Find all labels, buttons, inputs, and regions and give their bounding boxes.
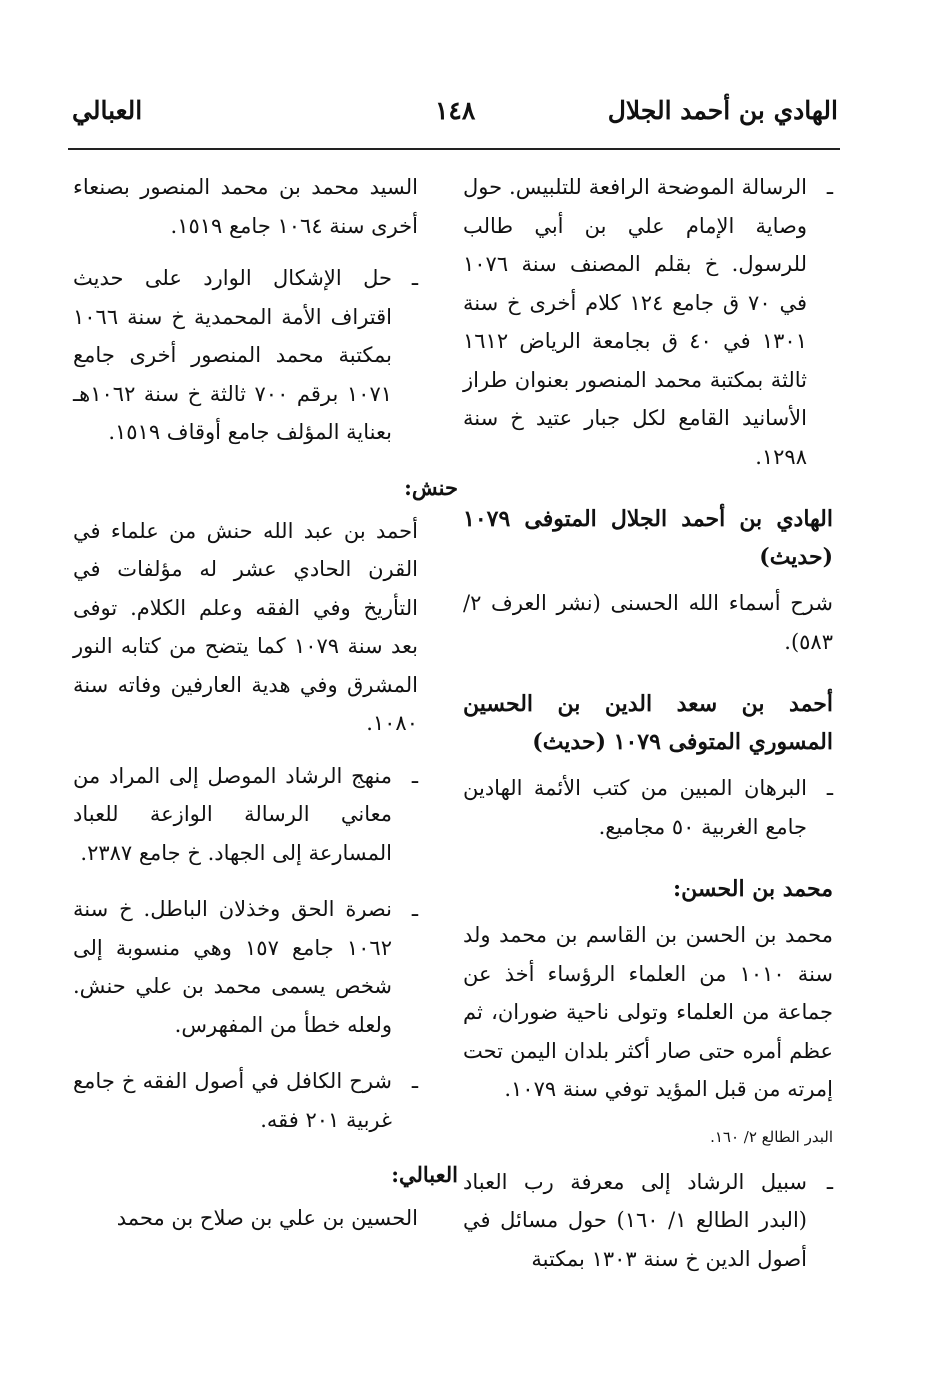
para-hanash-bio: أحمد بن عبد الله حنش من علماء في القرن الحادي عشر له مؤلفات في التأريخ وفي الفقه وعلم الكلام. توفى بعد سنة ١٠٧٩ كما يتضح من كتابه النور المشرق وفي هدية العارفين وفاته سنة ١٠٨٠. — [73, 518, 418, 735]
entry-hall-ishkal: ـ حل الإشكال الوارد على حديث اقتراف الأمة المحمدية خ سنة ١٠٦٦ بمكتبة محمد المنصور أخرى جامع ١٠٧١ برقم ٧٠٠ ثالثة خ سنة ١٠٦٢هـ بعناية المؤلف جامع أوقاف ١٥١٩. — [73, 259, 418, 452]
running-head-left: العبالي — [72, 96, 143, 125]
para-sayyid: السيد محمد بن محمد المنصور بصنعاء أخرى سنة ١٠٦٤ جامع ١٥١٩. — [73, 175, 418, 238]
running-head-right: الهادي بن أحمد الجلال — [607, 96, 838, 125]
source-note: البدر الطالع ٢/ ١٦٠. — [710, 1127, 833, 1146]
entry-manhaj: ـ منهج الرشاد الموصل إلى المراد من معاني الرسالة الوازعة للعباد المسارعة إلى الجهاد. خ جامع ٢٣٨٧. — [73, 757, 418, 873]
header-rule — [68, 148, 840, 150]
page-number: ١٤٨ — [435, 96, 476, 125]
heading-ahmad-maswari: أحمد بن سعد الدين بن الحسين المسوري المتوفى ١٠٧٩ (حديث) — [463, 691, 833, 755]
para-husayn: الحسين بن علي بن صلاح بن محمد — [116, 1206, 418, 1230]
entry-burhan: ـ البرهان المبين من كتب الأئمة الهادين جامع الغربية ٥٠ مجاميع. — [463, 769, 833, 846]
right-column — [463, 168, 833, 1296]
entry-sabil: ـ سبيل الرشاد إلى معرفة رب العباد (البدر الطالع ١/ ١٦٠) حول مسائل في أصول الدين خ سنة ١٣٠٣ بمكتبة — [463, 1163, 833, 1279]
para-sharh-asma: شرح أسماء الله الحسنى (نشر العرف ٢/ ٥٨٣). — [463, 591, 833, 654]
heading-muhammad-hasan: محمد بن الحسن: — [673, 876, 833, 902]
entry-nusrat: ـ نصرة الحق وخذلان الباطل. خ سنة ١٠٦٢ جامع ١٥٧ وهي منسوبة إلى شخص يسمى محمد بن علي حنش. ولعله خطأ من المفهرس. — [73, 890, 418, 1044]
heading-abbali: العبالي: — [391, 1162, 458, 1187]
para-muhammad-bio: محمد بن الحسن بن القاسم بن محمد ولد سنة ١٠١٠ من العلماء الرؤساء أخذ عن جماعة من العلماء وتولى ناحية ضوران، ثم عظم أمره حتى صار أكثر بلدان اليمن تحت إمرته من قبل المؤيد توفي سنة ١٠٧٩. — [463, 923, 833, 1101]
entry-sharh-kafil: ـ شرح الكافل في أصول الفقه خ جامع غربية ٢٠١ فقه. — [73, 1062, 418, 1139]
left-column — [73, 168, 458, 1252]
heading-hanash: حنش: — [404, 474, 458, 500]
heading-hadi-jalal: الهادي بن أحمد الجلال المتوفى ١٠٧٩ (حديث) — [463, 506, 833, 570]
entry-risala: ـ الرسالة الموضحة الرافعة للتلبيس. حول وصاية الإمام علي بن أبي طالب للرسول. خ بقلم المصنف سنة ١٠٧٦ في ٧٠ ق جامع ١٢٤ كلام أخرى خ سنة ١٣٠١ في ٤٠ ق بجامعة الرياض ١٦١٢ ثالثة بمكتبة محمد المنصور بعنوان طراز الأسانيد القامع لكل جبار عتيد خ سنة ١٢٩٨. — [463, 168, 833, 476]
